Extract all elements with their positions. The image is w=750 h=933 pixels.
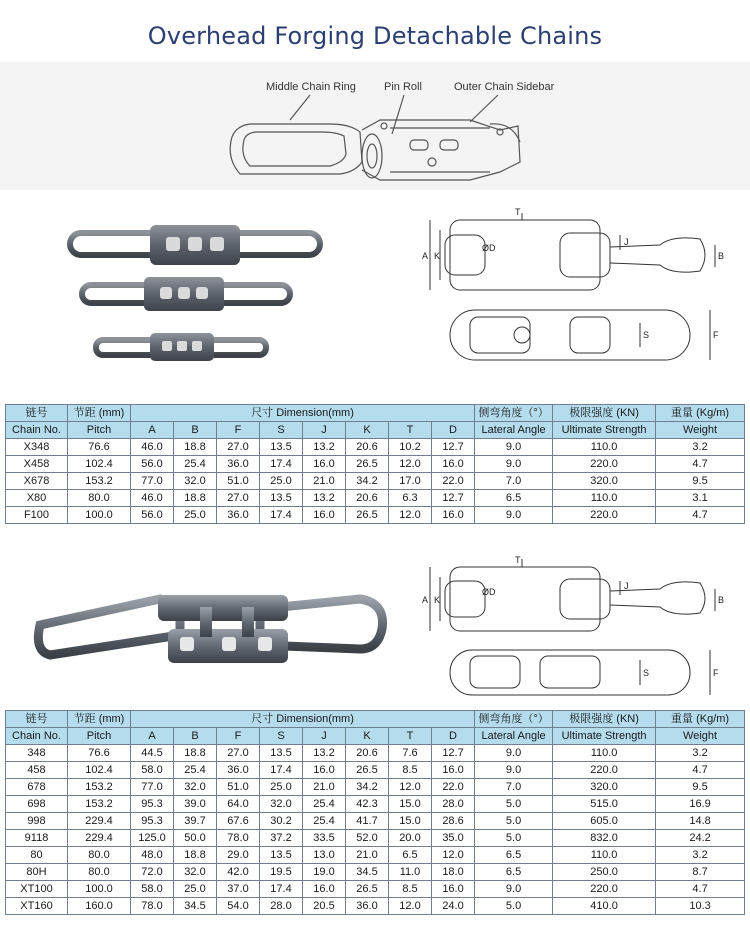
header-strength-cn: 极限强度 (KN) xyxy=(553,405,656,422)
table-row xyxy=(6,779,745,796)
table-cell: 320.0 xyxy=(553,473,656,490)
chain-no-cell: 698 xyxy=(6,796,68,813)
table-cell: 25.4 xyxy=(174,456,217,473)
table-cell: 28.0 xyxy=(432,796,475,813)
table-cell: 26.5 xyxy=(346,456,389,473)
table-cell: 13.0 xyxy=(303,847,346,864)
table-cell: 13.5 xyxy=(260,490,303,507)
table-cell: 13.2 xyxy=(303,439,346,456)
table-cell: 11.0 xyxy=(389,864,432,881)
table-cell: 25.0 xyxy=(174,881,217,898)
dim-label-t-2: T xyxy=(515,555,521,565)
table-cell: 21.0 xyxy=(303,779,346,796)
chain-no-cell: X348 xyxy=(6,439,68,456)
table-cell: 76.6 xyxy=(68,745,131,762)
table-cell: 6.5 xyxy=(475,490,553,507)
table-cell: 18.0 xyxy=(432,864,475,881)
table-cell: 110.0 xyxy=(553,745,656,762)
table-row xyxy=(6,456,745,473)
table-cell: 8.5 xyxy=(389,881,432,898)
table-cell: 12.7 xyxy=(432,439,475,456)
table-cell: 14.8 xyxy=(656,813,745,830)
table-cell: 9.0 xyxy=(475,881,553,898)
table-cell: 54.0 xyxy=(217,898,260,915)
table-cell: 832.0 xyxy=(553,830,656,847)
header-weight-cn: 重量 (Kg/m) xyxy=(656,711,745,728)
table-cell: 13.2 xyxy=(303,490,346,507)
table-cell: 36.0 xyxy=(217,762,260,779)
table-cell: 48.0 xyxy=(131,847,174,864)
table-cell: 16.0 xyxy=(432,881,475,898)
table-cell: 13.5 xyxy=(260,847,303,864)
table-cell: 153.2 xyxy=(68,779,131,796)
table-cell: 110.0 xyxy=(553,439,656,456)
header-dim-j: J xyxy=(303,728,346,745)
table-cell: 10.2 xyxy=(389,439,432,456)
header-lateral: Lateral Angle xyxy=(475,728,553,745)
table-cell: 27.0 xyxy=(217,439,260,456)
table-cell: 12.7 xyxy=(432,745,475,762)
chain-no-cell: X458 xyxy=(6,456,68,473)
chain-no-cell: 458 xyxy=(6,762,68,779)
table-row xyxy=(6,745,745,762)
chain-no-cell: X80 xyxy=(6,490,68,507)
table-cell: 32.0 xyxy=(174,864,217,881)
dim-label-k-2: K xyxy=(434,595,441,605)
table-row xyxy=(6,898,745,915)
table-cell: 56.0 xyxy=(131,456,174,473)
table-cell: 102.4 xyxy=(68,456,131,473)
header-dimension-cn: 尺寸 Dimension(mm) xyxy=(131,711,475,728)
table-cell: 5.0 xyxy=(475,830,553,847)
table-cell: 80.0 xyxy=(68,490,131,507)
table-cell: 5.0 xyxy=(475,898,553,915)
label-middle-chain-ring: Middle Chain Ring xyxy=(266,81,356,93)
table-row xyxy=(6,490,745,507)
table-cell: 16.9 xyxy=(656,796,745,813)
table-cell: 80.0 xyxy=(68,847,131,864)
header-dim-s: S xyxy=(260,422,303,439)
table-cell: 20.6 xyxy=(346,490,389,507)
table-cell: 28.6 xyxy=(432,813,475,830)
table-cell: 229.4 xyxy=(68,830,131,847)
table-cell: 18.8 xyxy=(174,490,217,507)
table-cell: 12.0 xyxy=(432,847,475,864)
dim-label-t: T xyxy=(515,207,521,217)
spec-table-1 xyxy=(5,404,745,524)
table-cell: 515.0 xyxy=(553,796,656,813)
table-cell: 17.4 xyxy=(260,881,303,898)
dim-label-d-2: ØD xyxy=(482,587,496,597)
table-cell: 77.0 xyxy=(131,473,174,490)
table-cell: 32.0 xyxy=(174,779,217,796)
table-cell: 8.7 xyxy=(656,864,745,881)
table-cell: 153.2 xyxy=(68,796,131,813)
dim-label-b: B xyxy=(718,251,725,261)
table-cell: 64.0 xyxy=(217,796,260,813)
table-cell: 100.0 xyxy=(68,507,131,524)
chain-dimension-drawing-2 xyxy=(410,555,740,700)
table-cell: 24.0 xyxy=(432,898,475,915)
table-cell: 16.0 xyxy=(432,762,475,779)
table-cell: 32.0 xyxy=(174,473,217,490)
table-cell: 9.0 xyxy=(475,439,553,456)
dim-label-f: F xyxy=(713,330,719,340)
dim-label-j: J xyxy=(624,237,629,247)
table-cell: 17.4 xyxy=(260,507,303,524)
table-cell: 36.0 xyxy=(217,507,260,524)
table-row xyxy=(6,830,745,847)
chain-no-cell: 80 xyxy=(6,847,68,864)
table-cell: 25.0 xyxy=(174,507,217,524)
chain-no-cell: 80H xyxy=(6,864,68,881)
table-cell: 6.5 xyxy=(475,847,553,864)
table-cell: 16.0 xyxy=(432,456,475,473)
table-cell: 8.5 xyxy=(389,762,432,779)
header-pitch-cn: 节距 (mm) xyxy=(68,405,131,422)
table-cell: 32.0 xyxy=(260,796,303,813)
table-row xyxy=(6,864,745,881)
dim-label-s: S xyxy=(643,330,650,340)
table-row xyxy=(6,473,745,490)
table-cell: 9.0 xyxy=(475,507,553,524)
table-cell: 4.7 xyxy=(656,456,745,473)
table-cell: 30.2 xyxy=(260,813,303,830)
table-cell: 34.5 xyxy=(174,898,217,915)
table-cell: 125.0 xyxy=(131,830,174,847)
table-cell: 9.0 xyxy=(475,762,553,779)
table-cell: 37.2 xyxy=(260,830,303,847)
table-cell: 50.0 xyxy=(174,830,217,847)
table-cell: 7.0 xyxy=(475,473,553,490)
table-cell: 220.0 xyxy=(553,881,656,898)
table-row xyxy=(6,796,745,813)
table-cell: 16.0 xyxy=(303,507,346,524)
chain-no-cell: 998 xyxy=(6,813,68,830)
table-cell: 18.8 xyxy=(174,847,217,864)
header-dim-j: J xyxy=(303,422,346,439)
table-cell: 18.8 xyxy=(174,745,217,762)
table-cell: 21.0 xyxy=(303,473,346,490)
table-cell: 12.0 xyxy=(389,507,432,524)
header-dim-a: A xyxy=(131,728,174,745)
header-strength: Ultimate Strength xyxy=(553,728,656,745)
header-weight-cn: 重量 (Kg/m) xyxy=(656,405,745,422)
label-outer-chain-sidebar: Outer Chain Sidebar xyxy=(454,81,555,93)
chain-no-cell: 9118 xyxy=(6,830,68,847)
table-cell: 12.0 xyxy=(389,456,432,473)
table-cell: 3.1 xyxy=(656,490,745,507)
table-cell: 33.5 xyxy=(303,830,346,847)
table-cell: 56.0 xyxy=(131,507,174,524)
table-cell: 15.0 xyxy=(389,796,432,813)
table-cell: 17.4 xyxy=(260,456,303,473)
table-cell: 20.6 xyxy=(346,439,389,456)
table-cell: 13.2 xyxy=(303,745,346,762)
table-cell: 12.0 xyxy=(389,779,432,796)
table-cell: 7.0 xyxy=(475,779,553,796)
table-cell: 34.2 xyxy=(346,779,389,796)
header-dim-t: T xyxy=(389,728,432,745)
header-chain-no: Chain No. xyxy=(6,728,68,745)
table-cell: 36.0 xyxy=(346,898,389,915)
chain-photo-three-links xyxy=(60,215,330,375)
header-weight: Weight xyxy=(656,728,745,745)
table-cell: 46.0 xyxy=(131,439,174,456)
dim-label-b-2: B xyxy=(718,595,725,605)
dim-label-f-2: F xyxy=(713,668,719,678)
table-row xyxy=(6,507,745,524)
table-cell: 76.6 xyxy=(68,439,131,456)
chain-structure-diagram xyxy=(0,62,750,190)
table-cell: 77.0 xyxy=(131,779,174,796)
table-cell: 52.0 xyxy=(346,830,389,847)
table-row xyxy=(6,813,745,830)
header-dimension-cn: 尺寸 Dimension(mm) xyxy=(131,405,475,422)
table-cell: 27.0 xyxy=(217,745,260,762)
table-cell: 21.0 xyxy=(346,847,389,864)
table-cell: 25.4 xyxy=(303,796,346,813)
table-cell: 605.0 xyxy=(553,813,656,830)
table-cell: 42.3 xyxy=(346,796,389,813)
table-cell: 44.5 xyxy=(131,745,174,762)
table-cell: 160.0 xyxy=(68,898,131,915)
table-cell: 153.2 xyxy=(68,473,131,490)
header-chain-no: Chain No. xyxy=(6,422,68,439)
table-cell: 12.0 xyxy=(389,898,432,915)
table-cell: 20.0 xyxy=(389,830,432,847)
dim-label-d: ØD xyxy=(482,243,496,253)
table-cell: 25.4 xyxy=(174,762,217,779)
chain-no-cell: 678 xyxy=(6,779,68,796)
table-cell: 13.5 xyxy=(260,439,303,456)
table-cell: 4.7 xyxy=(656,507,745,524)
chain-dimension-drawing-1 xyxy=(410,205,740,390)
header-lateral: Lateral Angle xyxy=(475,422,553,439)
table-cell: 51.0 xyxy=(217,473,260,490)
header-dim-f: F xyxy=(217,728,260,745)
table-cell: 3.2 xyxy=(656,847,745,864)
table-cell: 20.5 xyxy=(303,898,346,915)
table-cell: 220.0 xyxy=(553,762,656,779)
table-cell: 26.5 xyxy=(346,507,389,524)
table-cell: 25.0 xyxy=(260,779,303,796)
table-cell: 95.3 xyxy=(131,796,174,813)
table-cell: 9.5 xyxy=(656,779,745,796)
header-dim-k: K xyxy=(346,728,389,745)
table-cell: 51.0 xyxy=(217,779,260,796)
table-cell: 410.0 xyxy=(553,898,656,915)
table-cell: 16.0 xyxy=(303,762,346,779)
header-chain-no-cn: 链号 xyxy=(6,711,68,728)
header-pitch-cn: 节距 (mm) xyxy=(68,711,131,728)
table-cell: 22.0 xyxy=(432,473,475,490)
table-cell: 26.5 xyxy=(346,762,389,779)
table-cell: 3.2 xyxy=(656,745,745,762)
table-cell: 220.0 xyxy=(553,456,656,473)
table-cell: 4.7 xyxy=(656,881,745,898)
dim-label-k: K xyxy=(434,251,441,261)
label-pin-roll: Pin Roll xyxy=(384,81,422,93)
table-cell: 22.0 xyxy=(432,779,475,796)
chain-no-cell: X678 xyxy=(6,473,68,490)
header-dim-b: B xyxy=(174,422,217,439)
table-cell: 78.0 xyxy=(217,830,260,847)
table-cell: 24.2 xyxy=(656,830,745,847)
header-pitch: Pitch xyxy=(68,728,131,745)
table-cell: 15.0 xyxy=(389,813,432,830)
table-cell: 58.0 xyxy=(131,881,174,898)
table-cell: 10.3 xyxy=(656,898,745,915)
chain-no-cell: XT100 xyxy=(6,881,68,898)
header-dim-a: A xyxy=(131,422,174,439)
header-dim-k: K xyxy=(346,422,389,439)
table-cell: 220.0 xyxy=(553,507,656,524)
table-cell: 28.0 xyxy=(260,898,303,915)
dim-label-a: A xyxy=(422,251,429,261)
table-cell: 9.0 xyxy=(475,456,553,473)
spec-table-2 xyxy=(5,710,745,915)
header-dim-f: F xyxy=(217,422,260,439)
table-cell: 34.5 xyxy=(346,864,389,881)
table-cell: 16.0 xyxy=(303,881,346,898)
table-cell: 36.0 xyxy=(217,456,260,473)
table-cell: 37.0 xyxy=(217,881,260,898)
table-cell: 34.2 xyxy=(346,473,389,490)
table-cell: 102.4 xyxy=(68,762,131,779)
table-cell: 20.6 xyxy=(346,745,389,762)
chain-photo-single-link xyxy=(30,585,400,680)
table-cell: 19.0 xyxy=(303,864,346,881)
table-cell: 35.0 xyxy=(432,830,475,847)
table-cell: 95.3 xyxy=(131,813,174,830)
table-cell: 13.5 xyxy=(260,745,303,762)
table-cell: 6.5 xyxy=(389,847,432,864)
table-cell: 100.0 xyxy=(68,881,131,898)
table-cell: 78.0 xyxy=(131,898,174,915)
spec-table-1-body xyxy=(6,439,745,524)
table-cell: 3.2 xyxy=(656,439,745,456)
header-weight: Weight xyxy=(656,422,745,439)
table-row xyxy=(6,439,745,456)
chain-no-cell: 348 xyxy=(6,745,68,762)
chain-outline-sketch xyxy=(0,62,750,190)
table-cell: 39.0 xyxy=(174,796,217,813)
header-dim-b: B xyxy=(174,728,217,745)
table-row xyxy=(6,847,745,864)
table-cell: 320.0 xyxy=(553,779,656,796)
header-dim-d: D xyxy=(432,422,475,439)
table-cell: 16.0 xyxy=(432,507,475,524)
table-cell: 26.5 xyxy=(346,881,389,898)
table-cell: 9.0 xyxy=(475,745,553,762)
table-cell: 41.7 xyxy=(346,813,389,830)
table-cell: 19.5 xyxy=(260,864,303,881)
dim-label-j-2: J xyxy=(624,581,629,591)
table-row xyxy=(6,762,745,779)
table-cell: 42.0 xyxy=(217,864,260,881)
table-cell: 6.3 xyxy=(389,490,432,507)
table-cell: 110.0 xyxy=(553,847,656,864)
header-dim-d: D xyxy=(432,728,475,745)
table-cell: 29.0 xyxy=(217,847,260,864)
table-cell: 67.6 xyxy=(217,813,260,830)
header-strength-cn: 极限强度 (KN) xyxy=(553,711,656,728)
table-row xyxy=(6,881,745,898)
table-cell: 16.0 xyxy=(303,456,346,473)
table-cell: 250.0 xyxy=(553,864,656,881)
table-cell: 110.0 xyxy=(553,490,656,507)
table-cell: 12.7 xyxy=(432,490,475,507)
page-title: Overhead Forging Detachable Chains xyxy=(147,22,603,50)
table-cell: 80.0 xyxy=(68,864,131,881)
chain-no-cell: F100 xyxy=(6,507,68,524)
table-cell: 17.0 xyxy=(389,473,432,490)
table-cell: 17.4 xyxy=(260,762,303,779)
table-cell: 25.0 xyxy=(260,473,303,490)
table-cell: 229.4 xyxy=(68,813,131,830)
table-cell: 6.5 xyxy=(475,864,553,881)
table-cell: 5.0 xyxy=(475,813,553,830)
table-cell: 18.8 xyxy=(174,439,217,456)
table-cell: 7.6 xyxy=(389,745,432,762)
spec-table-2-body xyxy=(6,745,745,915)
table-cell: 27.0 xyxy=(217,490,260,507)
header-lateral-cn: 侧弯角度（°） xyxy=(475,405,553,422)
dim-label-a-2: A xyxy=(422,595,429,605)
table-cell: 9.5 xyxy=(656,473,745,490)
header-chain-no-cn: 链号 xyxy=(6,405,68,422)
header-lateral-cn: 侧弯角度（°） xyxy=(475,711,553,728)
table-cell: 25.4 xyxy=(303,813,346,830)
table-cell: 39.7 xyxy=(174,813,217,830)
header-dim-s: S xyxy=(260,728,303,745)
table-cell: 5.0 xyxy=(475,796,553,813)
dim-label-s-2: S xyxy=(643,668,650,678)
table-cell: 4.7 xyxy=(656,762,745,779)
table-cell: 58.0 xyxy=(131,762,174,779)
chain-no-cell: XT160 xyxy=(6,898,68,915)
table-cell: 72.0 xyxy=(131,864,174,881)
table-cell: 46.0 xyxy=(131,490,174,507)
header-dim-t: T xyxy=(389,422,432,439)
header-pitch: Pitch xyxy=(68,422,131,439)
header-strength: Ultimate Strength xyxy=(553,422,656,439)
